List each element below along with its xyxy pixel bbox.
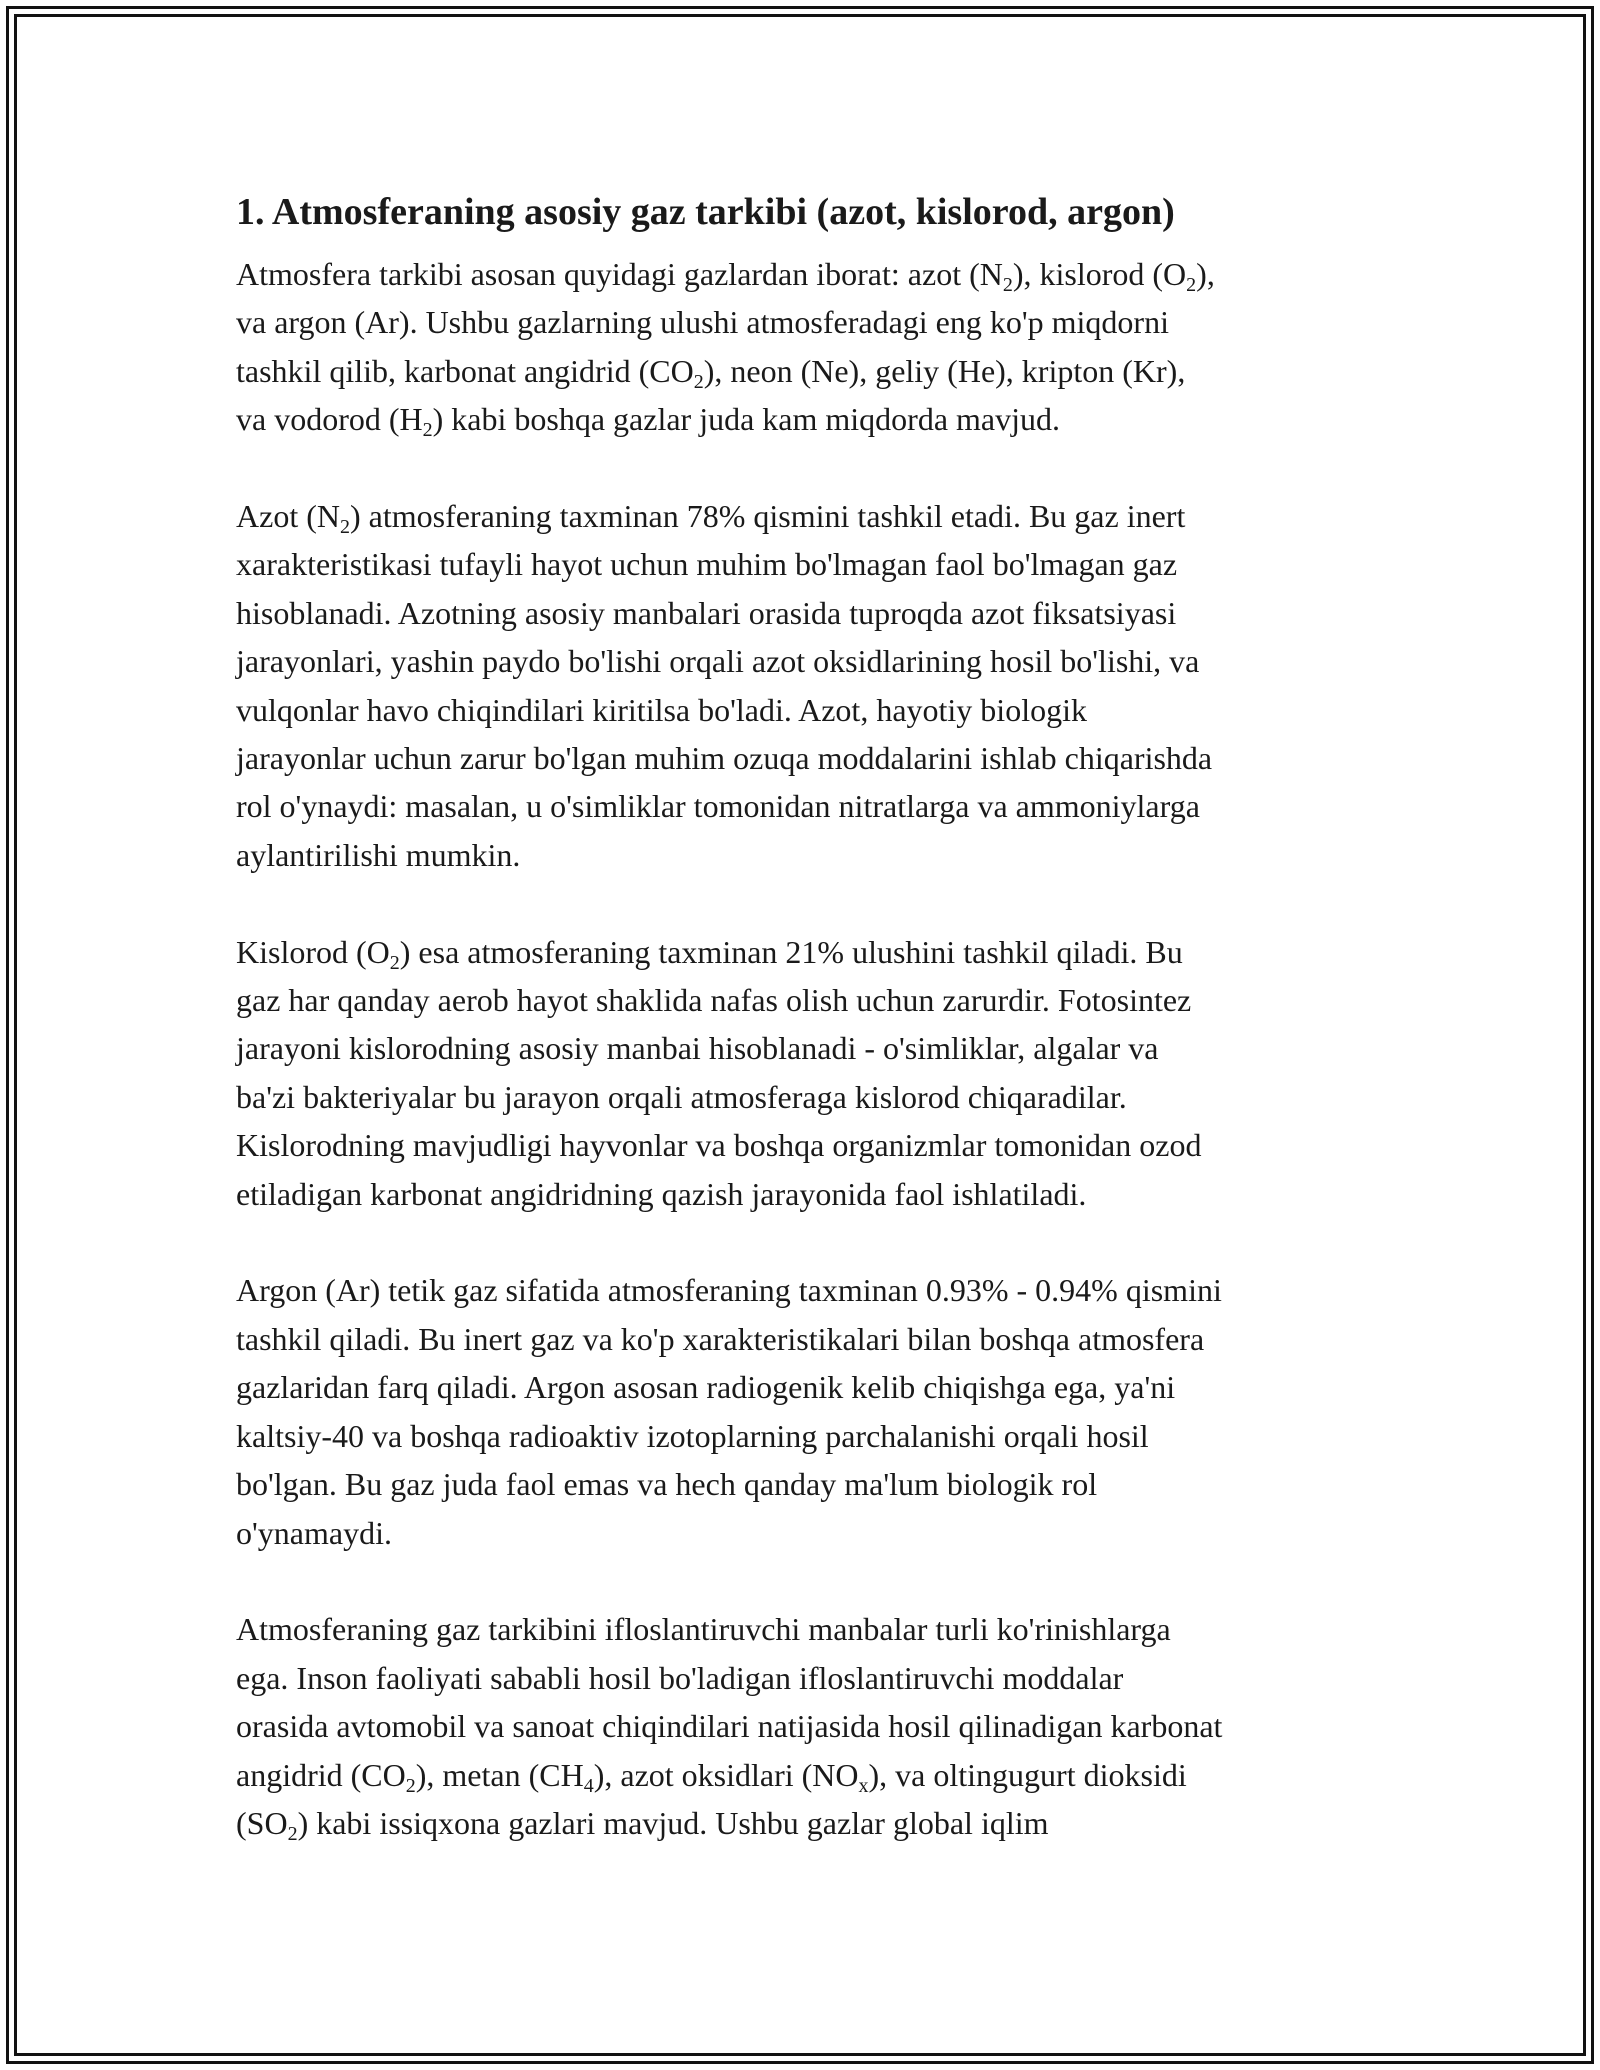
paragraph (236, 1266, 1376, 1556)
paragraph (236, 492, 1376, 879)
text-line: va vodorod $(H_2)$ kabi boshqa gazlar juda kam miqdorda mavjud. (236, 401, 1060, 442)
text-line: Argon (Ar) tetik gaz sifatida atmosferaning taxminan 0.93% - 0.94% qismini (236, 1272, 1222, 1309)
text-line: jarayonlari, yashin paydo bo'lishi orqali azot oksidlarining hosil bo'lishi, va (236, 643, 1200, 680)
text-line: ba'zi bakteriyalar bu jarayon orqali atmosferaga kislorod chiqaradilar. (236, 1078, 1127, 1115)
text-line: ega. Inson faoliyati sababli hosil bo'ladigan ifloslantiruvchi moddalar (236, 1659, 1124, 1696)
text-line: orasida avtomobil va sanoat chiqindilari natijasida hosil qilinadigan karbonat (236, 1708, 1223, 1745)
text-line: aylantirilishi mumkin. (236, 836, 521, 873)
text-line: Kislorod $(O_2)$ esa atmosferaning taxminan 21% ulushini tashkil qiladi. Bu (236, 933, 1183, 974)
paragraph (236, 250, 1376, 444)
paragraph (236, 1605, 1376, 1847)
text-line: va argon (Ar). Ushbu gazlarning ulushi atmosferadagi eng ko'p miqdorni (236, 304, 1169, 341)
text-line: bo'lgan. Bu gaz juda faol emas va hech qanday ma'lum biologik rol (236, 1466, 1098, 1503)
text-line: angidrid $(CO_2)$, metan $(CH_4)$, azot oksidlari $(NO_x)$, va oltingugurt dioksidi (236, 1756, 1187, 1797)
paragraph-list (236, 250, 1376, 1847)
text-line: gazlaridan farq qiladi. Argon asosan radiogenik kelib chiqishga ega, ya'ni (236, 1369, 1176, 1406)
text-line: kaltsiy-40 va boshqa radioaktiv izotoplarning parchalanishi orqali hosil (236, 1417, 1149, 1454)
text-line: Azot $(N_2)$ atmosferaning taxminan 78% qismini tashkil etadi. Bu gaz inert (236, 498, 1186, 539)
text-line: jarayonlar uchun zarur bo'lgan muhim ozuqa moddalarini ishlab chiqarishda (236, 740, 1213, 777)
text-line: rol o'ynaydi: masalan, u o'simliklar tomonidan nitratlarga va ammoniylarga (236, 788, 1200, 825)
text-line: Atmosferaning gaz tarkibini ifloslantiruvchi manbalar turli ko'rinishlarga (236, 1611, 1171, 1648)
text-line: o'ynamaydi. (236, 1514, 392, 1551)
text-line: etiladigan karbonat angidridning qazish jarayonida faol ishlatiladi. (236, 1175, 1087, 1212)
text-line: vulqonlar havo chiqindilari kiritilsa bo'ladi. Azot, hayotiy biologik (236, 691, 1087, 728)
section-heading: 1. Atmosferaning asosiy gaz tarkibi (azot, kislorod, argon) (236, 191, 1175, 233)
text-line: Atmosfera tarkibi asosan quyidagi gazlardan iborat: azot $(N_2)$, kislorod $(O_2)$, (236, 256, 1215, 296)
text-line: jarayoni kislorodning asosiy manbai hisoblanadi - o'simliklar, algalar va (236, 1030, 1159, 1067)
text-line: Kislorodning mavjudligi hayvonlar va boshqa organizmlar tomonidan ozod (236, 1127, 1202, 1164)
text-line: xarakteristikasi tufayli hayot uchun muhim bo'lmagan faol bo'lmagan gaz (236, 546, 1178, 583)
document-body (236, 186, 1376, 1896)
text-line: $(SO_2)$ kabi issiqxona gazlari mavjud. Ushbu gazlar global iqlim (236, 1804, 1049, 1845)
text-line: gaz har qanday aerob hayot shaklida nafas olish uchun zarurdir. Fotosintez (236, 982, 1192, 1019)
text-line: tashkil qiladi. Bu inert gaz va ko'p xarakteristikalari bilan boshqa atmosfera (236, 1320, 1205, 1357)
paragraph (236, 928, 1376, 1218)
text-line: hisoblanadi. Azotning asosiy manbalari orasida tuproqda azot fiksatsiyasi (236, 594, 1177, 631)
text-line: tashkil qilib, karbonat angidrid $(CO_2)$, neon (Ne), geliy (He), kripton (Kr), (236, 352, 1186, 393)
